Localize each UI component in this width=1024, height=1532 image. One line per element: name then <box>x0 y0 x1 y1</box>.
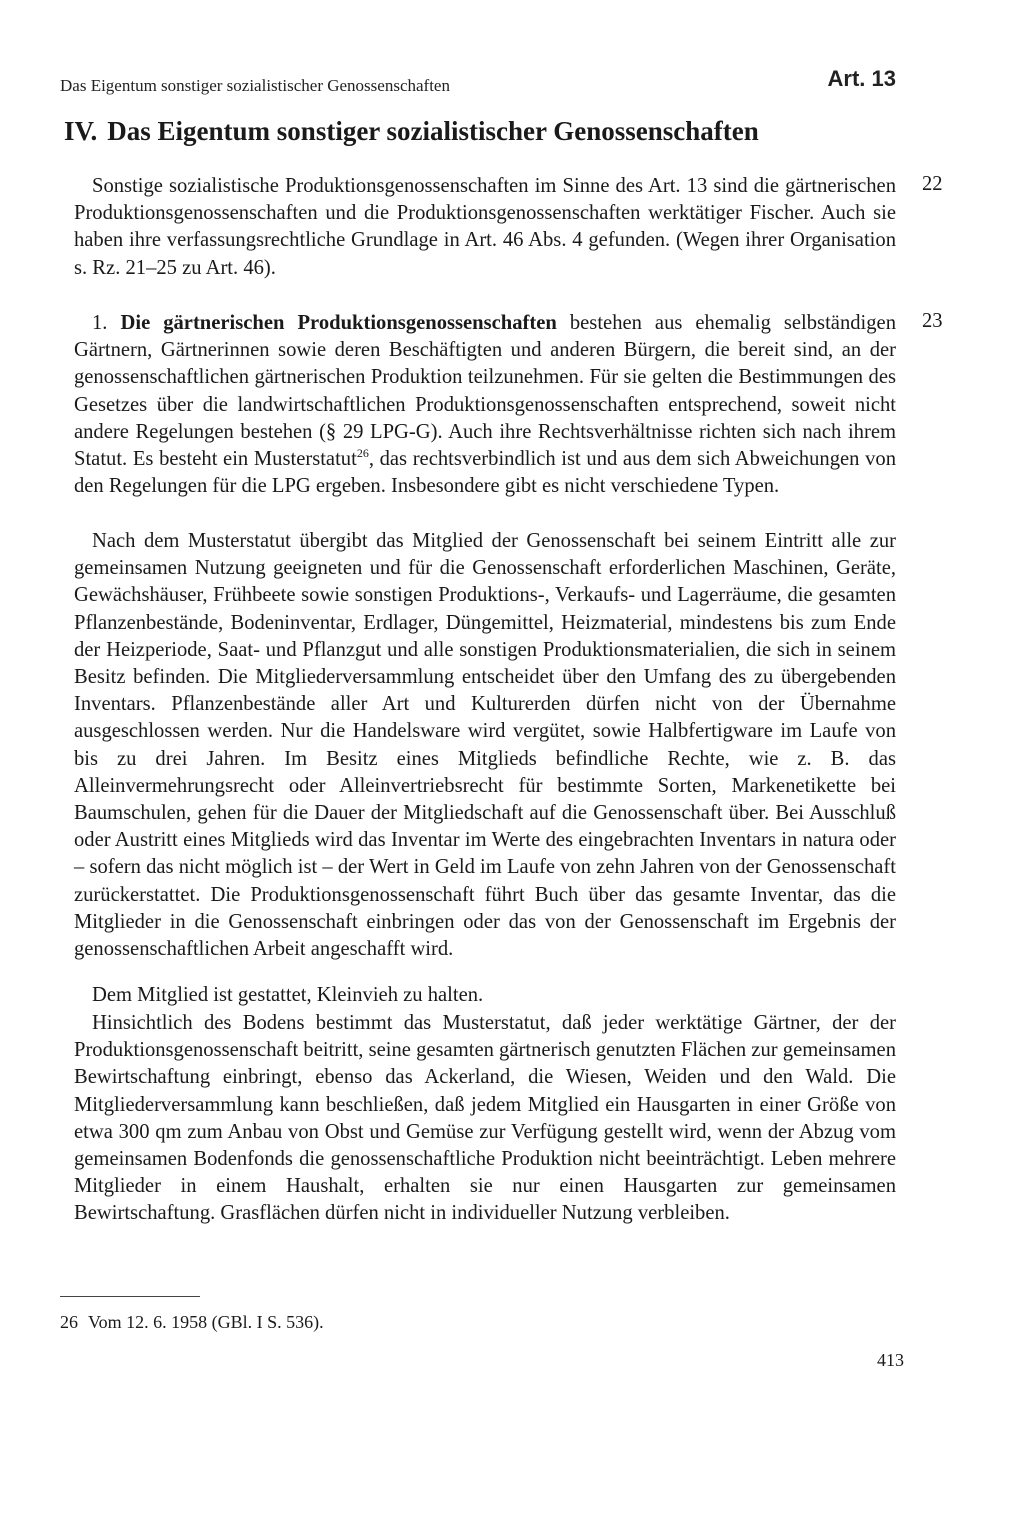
paragraph-22 <box>74 173 896 282</box>
paragraph-boden-text: Hinsichtlich des Bodens bestimmt das Musterstatut, daß jeder werktätige Gärtner, der der Produktionsgenossenschaft beitritt, seine gesamten gärtnerisch genutzten Flächen zur gemeinsamen Bewirtschaftung einbringt, ebenso das Ackerland, die Wiesen, Weiden und den Wald. Die Mitgliederversammlung kann beschließen, daß jedem Mitglied ein Hausgarten in einer Größe von etwa 300 qm zum Anbau von Obst und Gemüse zur Verfügung gestellt wird, wenn der Abzug vom gemeinsamen Bodenfonds die genossenschaftliche Produktion nicht beeinträchtigt. Leben mehrere Mitglieder in einem Haushalt, erhalten sie nur einen Hausgarten zur gemeinsamen Bewirtschaftung. Grasflächen dürfen nicht in individueller Nutzung verbleiben. <box>74 1012 896 1225</box>
footnote-rule <box>60 1296 200 1297</box>
paragraph-23-number: 1. <box>92 312 108 334</box>
page-number: 413 <box>877 1350 904 1370</box>
section-number: IV. <box>64 116 98 146</box>
footnote-number: 26 <box>60 1312 78 1332</box>
paragraph-musterstatut-text: Nach dem Musterstatut übergibt das Mitglied der Genossenschaft bei seinem Eintritt alle zur gemeinsamen Nutzung geeigneten und für die Genossenschaft erforderlichen Maschinen, Geräte, Gewächshäuser, Frühbeete sowie sonstigen Produktions-, Verkaufs- und Lagerräume, die gesamten Pflanzenbestände, Bodeninventar, Erdlager, Düngemittel, Heizmaterial, mindestens bis zum Ende der Heizperiode, Saat- und Pflanzgut und alle sonstigen Produktionsmaterialien, die sich in seinem Besitz befinden. Die Mitgliederversammlung entscheidet über den Umfang des zu übergebenden Inventars. Pflanzenbestände aller Art und Kulturerden dürfen nicht von der Übernahme ausgeschlossen werden. Nur die Handelsware wird vergütet, sowie Halbfertigware im Laufe von bis zu drei Jahren. Im Besitz eines Mitglieds befindliche Rechte, wie z. B. das Alleinvermehrungsrecht oder Alleinvertriebsrecht für bestimmte Sorten, Markenetikette bei Baumschulen, gehen für die Dauer der Mitgliedschaft auf die Genossenschaft über. Bei Ausschluß oder Austritt eines Mitglieds wird das Inventar im Werte des eingebrachten Inventars in natura oder – sofern das nicht möglich ist – der Wert in Geld im Laufe von zehn Jahren von der Genossenschaft zurückerstattet. Die Produktionsgenossenschaft führt Buch über das gesamte Inventar, das die Mitglieder in die Genossenschaft einbringen oder das von der Genossenschaft im Ergebnis der genossenschaftlichen Arbeit angeschafft wird. <box>74 530 896 961</box>
footnote-reference: 26 <box>356 446 369 461</box>
paragraph-23 <box>74 310 896 500</box>
paragraph-23-heading: Die gärtnerischen Produktionsgenossenschaften <box>120 312 557 334</box>
paragraph-22-text: Sonstige sozialistische Produktionsgenossenschaften im Sinne des Art. 13 sind die gärtnerischen Produktionsgenossenschaften und die Produktionsgenossenschaften werktätiger Fischer. Auch sie haben ihre verfassungsrechtliche Grundlage in Art. 46 Abs. 4 gefunden. (Wegen ihrer Organisation s. Rz. 21–25 zu Art. 46). <box>74 175 896 279</box>
paragraph-boden <box>74 1010 896 1228</box>
article-label: Art. 13 <box>827 66 896 91</box>
margin-number-22: 22 <box>922 173 943 195</box>
paragraph-23-text: bestehen aus ehemalig selbständigen Gärtnern, Gärtnerinnen sowie deren Beschäftigten und anderen Bürgern, die bereit sind, an der genossenschaftlichen gärtnerischen Produktion teilzunehmen. Für sie gelten die Bestimmungen des Gesetzes über die landwirtschaftlichen Produktionsgenossenschaften entsprechend, soweit nicht andere Regelungen bestehen (§ 29 LPG-G). Auch ihre Rechtsverhältnisse richten sich nach ihrem Statut. Es besteht ein Musterstatut <box>74 312 896 471</box>
section-title <box>64 116 904 147</box>
margin-number-23: 23 <box>922 310 943 332</box>
footnote <box>60 1312 324 1333</box>
paragraph-kleinvieh <box>74 982 896 1009</box>
paragraph-23-text-continued: , das rechtsverbindlich ist und aus dem sich Abweichungen von den Regelungen für die LPG ergeben. Insbesondere gibt es nicht verschiedene Typen. <box>74 448 896 498</box>
footnote-text: Vom 12. 6. 1958 (GBl. I S. 536). <box>88 1312 324 1332</box>
paragraph-kleinvieh-text: Dem Mitglied ist gestattet, Kleinvieh zu halten. <box>92 984 484 1006</box>
section-title-text: Das Eigentum sonstiger sozialistischer Genossenschaften <box>107 116 759 146</box>
paragraph-musterstatut <box>74 528 896 963</box>
running-head: Das Eigentum sonstiger sozialistischer Genossenschaften <box>60 76 450 95</box>
